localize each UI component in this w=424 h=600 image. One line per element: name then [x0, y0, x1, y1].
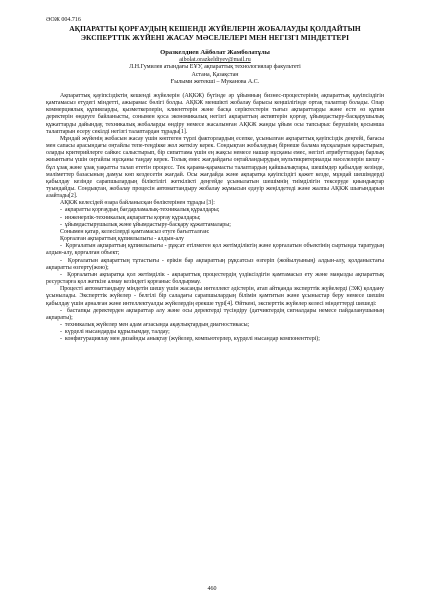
- paper-body: [46, 93, 384, 343]
- affiliation: Л.Н.Гумилев атындағы ЕҰУ, ақпараттық технологиялар факультеті: [129, 64, 301, 71]
- title-line: АҚПАРАТТЫ ҚОРҒАУДЫҢ КЕШЕНДІ ЖҮЙЕЛЕРІН ЖОБАЛАУДЫ ҚОЛДАЙТЫН: [69, 24, 361, 33]
- page-number: 460: [207, 586, 217, 592]
- list-item: - инженерлік-техникалық ақпаратты қорғау құралдары;: [60, 214, 201, 221]
- title-line: ЭКСПЕРТТІК ЖҮЙЕНІ ЖАСАУ МӘСЕЛЕЛЕРІ МЕН НЕГІЗГІ МІНДЕТТЕРІ: [80, 32, 350, 42]
- list-item: - ұйымдастырушылық және ұйымдастыру-басқару құжаттамалары;: [60, 221, 231, 228]
- list-item: - Қорғалатын ақпараттың тұтастығы - ерікін бар ақпараттың рұқсатсыз өзгеріп (жойылуының) алдын-алу, қолданыстағы ақпаратты өзгерту(жою);: [46, 257, 384, 271]
- paragraph: Сонымен қатар, келесілерді қамтамасыз етуге бағытталған:: [60, 228, 210, 235]
- list-item: - күрделі нысандарды құрылымдау, талдау;: [60, 329, 170, 336]
- list-item: - конфигурациялау мен дизайнды анықтау (жүйелер, компьютерлер, күрделі нысандар компоненттері);: [60, 336, 320, 343]
- city: Астана, Қазақстан: [191, 71, 239, 78]
- udc-code: ӘОЖ 004.716: [46, 17, 81, 23]
- list-item: - Қорғалатын ақпараттың құпиялылығы - рұқсат етілмеген қол жетімділіктің және қорғалатын объектінің сыртында таратудың алдын-алу, қорғалған объект;: [46, 243, 384, 257]
- author-email[interactable]: aibolat.orazkeldiyev@mail.ru: [179, 56, 251, 63]
- paragraph: Ақпараттық қауіпсіздіктің кешенді жүйелерін (АҚКЖ) бүгінде әр ұйымның бизнес-процестерінің ақпараттық қауіпсіздігін қамтамасыз етудегі міндетті, ажырамас бөлігі болды. АҚКЖ меншікті жобалау барысы кеңшілігінде ортақ талаптар болады. Олар коммерциялық құпияларды, қызметкерлерін, клиенттерін және басқа серіктестерін тығыз ақпараттарды және есте өз құпия деректерін өндеуге байланысты, сонымен қоса экономикалық негізгі ақпараттың активтерін қорғау, ұйымдастыру-басқарушылық құжаттарды дайындау, техникалық жобаларды өндіру немесе жасалынған АҚКЖ жанды ұйым осы тапсырыс берушінің қосымша талаптарын есеру секілді негізгі талаптардан тұрады[1].: [46, 92, 384, 135]
- list-item: - бастапқы деректерден ақпараттар алу және осы деректерді түсіндіру (датчиктердің сигналдары немесе пайдаланушының ақпараты);: [46, 307, 384, 321]
- paragraph: Қорғалған ақпараттың құпиялылығы - алдын-алу: [60, 236, 185, 243]
- list-item: - техникалық жүйелер мен адам ағзасында ақаулықтардың диагностикасы;: [60, 321, 250, 328]
- paper-title: [46, 25, 384, 42]
- paragraph: Процесті автоматтандыру міндетін шешу үшін жасанды интеллект әдістерін, атап айтқанда эксперттік жүйелерді (ЭЖ) қолдану ұсынылады. Эксперттік жүйелер - белгілі бір саладағы сарапшылардың білімін қамтитын және ұсыныстар беру немесе шешім қабылдау үшін арналған және интеллектуалды жүйелердің ерекше түрі[4]. Өйткені, эксперттік жүйелер келесі міндеттерді шешеді:: [46, 286, 384, 307]
- list-item: - Қорғалатын ақпаратқа қол жетімділік - ақпараттық процестердің үздіксіздігін қамтамасыз ету және маңызды ақпараттық ресурстарға қол жеткізе алмау кезіндегі қорғаныс болдырмау.: [46, 271, 384, 286]
- paragraph: АҚКЖ келесідей өзара байланысқан бөліктерінен тұрады [3]:: [60, 200, 215, 207]
- author-name: Оразкелдиев Айболат Жамболатұлы: [160, 49, 270, 57]
- paragraph: Мұндай жүйенің жобасын жасау үшін көптеген түрлі факторлардың есепке, ұсынылған ақпараттық қауіпсіздік деңгейі, бағасы мен сапасы арасындағы оңтайлы тепе-теңдікке жол жеткізу керек. Сондықтан жобалаудың бірнеше балама нұсқаларын қарастырып, оларды критерийлерге сайкес салыстырып, бір сипаттама үшін ең жақсы немесе нашар нұсқаны емес, негізгі атрибуттардың барлық жиынтығы үшін оңтайлы нұсқаны таңдау керек. Толық емес жағдайдағы оңтайландырудың мультикритериалды мәселелерін шешу - бұл ұзақ және ұзақ уақытты талап ететін процесс. Тек қарама-қарамасты талаптардың қайшылықтары, шешімдер қабылдау кезінде, мәліметтер базасының дамуы көп кездесетін жағдай. Осы жағдайда және ақпаратқа қауіпсіздігі қажет кезде, мұндай шешімдерді қабылдау кезінде сарапшылардың біліктілігі жеткілікті деңгейде ұсынылатын шешімнің тиімділігін тексеруде қиындықтар туындайды. Сондықтан, жобалау процесін автоматтандыру жобалау жұмысын едәуір жеңілдетеді және жалпы АҚКЖ шығындарын азайтады[2].: [46, 135, 384, 200]
- list-item: - ақпаратты қорғаудың бағдарламалық-техникалық құралдары;: [60, 207, 220, 214]
- supervisor: Ғылыми жетекші – Муканова А.С.: [170, 79, 260, 86]
